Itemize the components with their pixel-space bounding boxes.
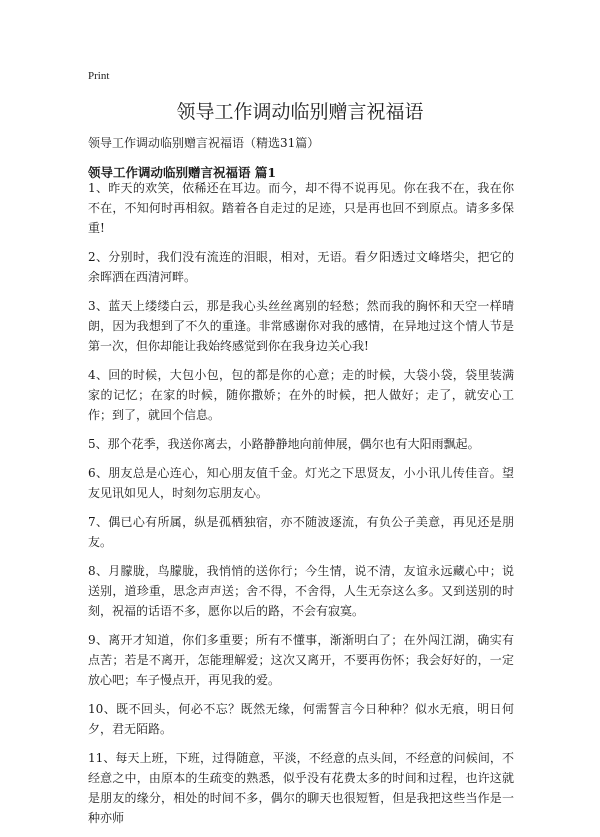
paragraph: 5、那个花季，我送你离去，小路静静地向前伸展，偶尔也有大阳雨飘起。 [88, 437, 480, 451]
document-subtitle: 领导工作调动临别赠言祝福语（精选31篇） [88, 136, 320, 150]
paragraph: 2、分别时，我们没有流连的泪眼，相对，无语。看夕阳透过文峰塔尖，把它的余晖洒在西清河畔。 [88, 250, 514, 284]
paragraph: 7、偶已心有所属，纵是孤栖独宿，亦不随波逐流，有负公子美意，再见还是朋友。 [88, 515, 514, 549]
section-heading: 领导工作调动临别赠言祝福语 篇1 [88, 165, 277, 180]
paragraph: 4、回的时候，大包小包，包的都是你的心意；走的时候，大袋小袋，袋里装满家的记忆；在家的时候，随你撒娇；在外的时候，把人做好；走了，就安心工作；到了，就回个信息。 [88, 368, 514, 422]
print-label[interactable]: Print [88, 70, 110, 82]
paragraph-list [88, 178, 514, 837]
paragraph: 3、蓝天上缕缕白云，那是我心头丝丝离别的轻愁；然而我的胸怀和天空一样晴朗，因为我想到了不久的重逢。非常感谢你对我的感情，在异地过这个情人节是第一次，但你却能让我始终感觉到你在我身边关心我! [88, 299, 514, 353]
paragraph: 6、朋友总是心连心，知心朋友值千金。灯光之下思贤友，小小讯儿传佳音。望友见讯如见人，时刻勿忘朋友心。 [88, 466, 514, 500]
paragraph: 9、离开才知道，你们多重要；所有不懂事，渐渐明白了；在外闯江湖，确实有点苦；若是不离开，怎能理解爱；这次又离开，不要再伤怀；我会好好的，一定放心吧；车子慢点开，再见我的爱。 [88, 633, 514, 687]
document-title: 领导工作调动临别赠言祝福语 [176, 101, 424, 123]
paragraph: 10、既不回头，何必不忘？既然无缘，何需誓言今日种种？似水无痕，明日何夕，君无陌路。 [88, 702, 514, 736]
paragraph: 8、月朦胧，鸟朦胧，我悄悄的送你行；今生情，说不清，友谊永远藏心中；说送别，道珍重，思念声声送；舍不得，不舍得，人生无奈这么多。又到送别的时刻，祝福的话语不多，愿你以后的路，不会有寂寞。 [88, 564, 514, 618]
paragraph: 1、昨天的欢笑，依稀还在耳边。而今，却不得不说再见。你在我不在，我在你不在，不知何时再相叙。踏着各自走过的足迹，只是再也回不到原点。请多多保重! [88, 181, 514, 235]
paragraph: 11、每天上班，下班，过得随意，平淡，不经意的点头间，不经意的问候间，不经意之中，由原本的生疏变的熟悉，似乎没有花费太多的时间和过程，也许这就是朋友的缘分，相处的时间不多，偶尔的聊天也很短暂，但是我把这些当作是一种亦师 [88, 751, 514, 825]
